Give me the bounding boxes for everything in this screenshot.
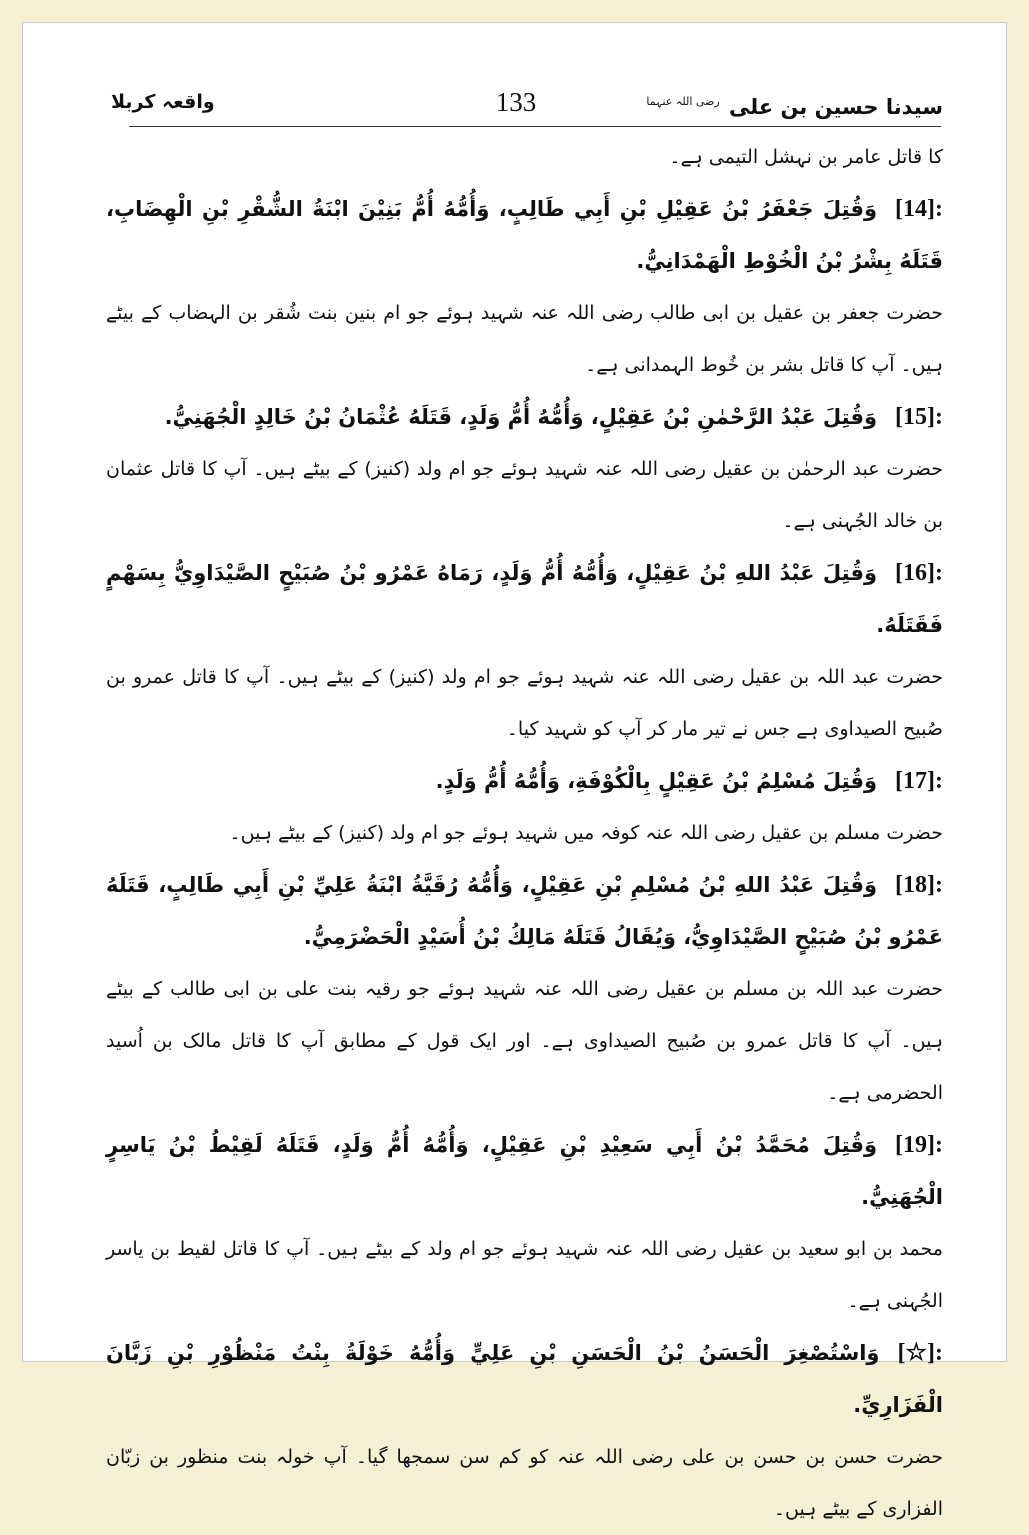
entry-16-label: [16]: [895,560,943,586]
entry-19-translation: محمد بن ابو سعید بن عقیل رضی اللہ عنہ شہید ہوئے جو ام ولد کے بیٹے ہیں۔ آپ کا قاتل لقیط بن یاسر الجُہنی ہے۔ [106,1238,943,1312]
entry-star-label: [☆]: [897,1340,943,1366]
entry-15-translation: حضرت عبد الرحمٰن بن عقیل رضی اللہ عنہ شہید ہوئے جو ام ولد (کنیز) کے بیٹے ہیں۔ آپ کا قاتل عثمان بن خالد الجُہنی ہے۔ [106,458,943,532]
header-honorific: رضی اللہ عنہما [646,95,720,108]
header-chapter-title: واقعہ کربلا [111,91,215,113]
entry-15-arabic-text: وَقُتِلَ عَبْدُ الرَّحْمٰنِ بْنُ عَقِيْلٍ، وَأُمُّهُ أُمُّ وَلَدٍ، قَتَلَهُ عُثْمَانُ بْنُ خَالِدٍ الْجُهَنِيُّ. [164,405,878,429]
entry-star-translation: حضرت حسن بن حسن بن علی رضی اللہ عنہ کو کم سن سمجھا گیا۔ آپ خولہ بنت منظور بن زبّان الفزاری کے بیٹے ہیں۔ [106,1446,943,1520]
entry-16-translation: حضرت عبد اللہ بن عقیل رضی اللہ عنہ شہید ہوئے جو ام ولد (کنیز) کے بیٹے ہیں۔ آپ کا قاتل عمرو بن صُبیح الصیداوی ہے جس نے تیر مار کر آپ کو شہید کیا۔ [106,666,943,740]
header-book-title [646,81,943,128]
entry-17-arabic [106,755,943,807]
entry-18-arabic-text: وَقُتِلَ عَبْدُ اللهِ بْنُ مُسْلِمِ بْنِ عَقِيْلٍ، وَأُمُّهُ رُقَيَّةُ ابْنَةُ عَلِيِّ بْنِ أَبِي طَالِبٍ، قَتَلَهُ عَمْرُو بْنُ صُبَيْحٍ الصَّيْدَاوِيُّ، وَيُقَالُ قَتَلَهُ مَالِكُ بْنُ أُسَيْدٍ الْحَضْرَمِيُّ. [106,873,943,949]
page-number: 133 [495,87,537,117]
entry-14-label: [14]: [895,196,943,222]
intro-line: کا قاتل عامر بن نہشل التیمی ہے۔ [669,146,943,168]
entry-17-arabic-text: وَقُتِلَ مُسْلِمُ بْنُ عَقِيْلٍ بِالْكُوْفَةِ، وَأُمُّهُ أُمُّ وَلَدٍ. [435,769,878,793]
header-book-title-text: سیدنا حسین بن علی [729,95,943,119]
entry-14-arabic [106,183,943,287]
page-body [106,131,943,1535]
entry-19-arabic [106,1119,943,1223]
entry-14-arabic-text: وَقُتِلَ جَعْفَرُ بْنُ عَقِيْلِ بْنِ أَبِي طَالِبٍ، وَأُمُّهُ أُمُّ بَنِيْنَ ابْنَةُ الشُّقْرِ بْنِ الْهِضَابِ، قَتَلَهُ بِشْرُ بْنُ الْخُوْطِ الْهَمْدَانِيُّ. [106,197,943,273]
entry-star-arabic-text: وَاسْتُصْغِرَ الْحَسَنُ بْنُ الْحَسَنِ بْنِ عَلِيٍّ وَأُمُّهُ خَوْلَةُ بِنْتُ مَنْظُوْرِ بْنِ زَبَّانَ الْفَزَارِيِّ. [106,1341,943,1417]
book-page [22,22,1007,1520]
header-rule [129,126,941,127]
entry-18-arabic [106,859,943,963]
entry-16-arabic-text: وَقُتِلَ عَبْدُ اللهِ بْنُ عَقِيْلٍ، وَأُمُّهُ أُمُّ وَلَدٍ، رَمَاهُ عَمْرُو بْنُ صُبَيْحٍ الصَّيْدَاوِيُّ بِسَهْمٍ فَقَتَلَهُ. [106,561,943,637]
entry-18-translation: حضرت عبد اللہ بن مسلم بن عقیل رضی اللہ عنہ شہید ہوئے جو رقیہ بنت علی بن ابی طالب کے بیٹے ہیں۔ آپ کا قاتل عمرو بن صُبیح الصیداوی ہے۔ اور ایک قول کے مطابق آپ کا قاتل مالک بن اُسید الحضرمی ہے۔ [106,978,943,1104]
entry-16-arabic [106,547,943,651]
entry-19-arabic-text: وَقُتِلَ مُحَمَّدُ بْنُ أَبِي سَعِيْدِ بْنِ عَقِيْلٍ، وَأُمُّهُ أُمُّ وَلَدٍ، قَتَلَهُ لَقِيْطُ بْنُ يَاسِرٍ الْجُهَنِيُّ. [106,1133,943,1209]
page-header [111,81,943,123]
entry-19-label: [19]: [895,1132,943,1158]
entry-18-label: [18]: [895,872,943,898]
entry-14-translation: حضرت جعفر بن عقیل بن ابی طالب رضی اللہ عنہ شہید ہوئے جو ام بنین بنت شُقر بن الہضاب کے بیٹے ہیں۔ آپ کا قاتل بشر بن خُوط الہمدانی ہے۔ [106,302,943,376]
entry-15-arabic [106,391,943,443]
entry-star-arabic [106,1327,943,1431]
entry-17-translation: حضرت مسلم بن عقیل رضی اللہ عنہ کوفہ میں شہید ہوئے جو ام ولد (کنیز) کے بیٹے ہیں۔ [229,822,943,844]
entry-17-label: [17]: [895,768,943,794]
entry-15-label: [15]: [895,404,943,430]
